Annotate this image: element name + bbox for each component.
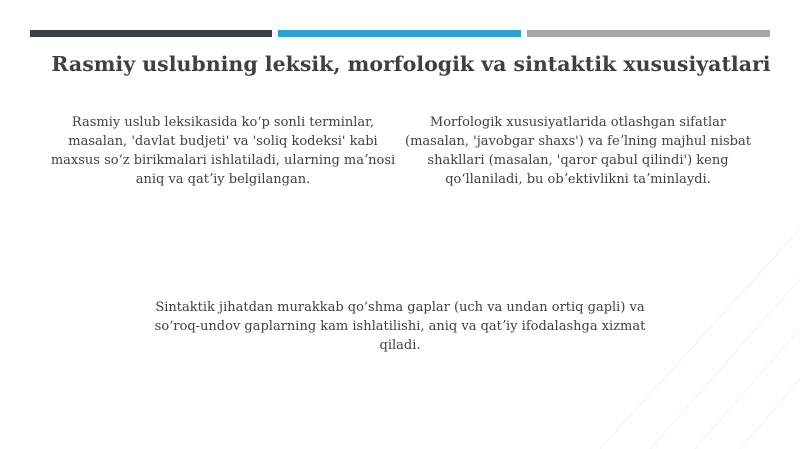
top-bar-blue	[278, 30, 521, 37]
lexical-paragraph: Rasmiy uslub leksikasida koʻp sonli terminlar, masalan, 'davlat budjeti' va 'soliq kodeksi' kabi maxsus soʻz birikmalari ishlatiladi, ularning maʼnosi aniq va qatʼiy belgilangan.	[50, 115, 396, 187]
syntactic-paragraph: Sintaktik jihatdan murakkab qoʻshma gaplar (uch va undan ortiq gapli) va soʻroq-undov gaplarning kam ishlatilishi, aniq va qatʼiy ifodalashga xizmat qiladi.	[154, 300, 646, 353]
decorative-diagonal-lines	[600, 189, 800, 449]
top-bar-gray	[527, 30, 770, 37]
top-bar-dark	[30, 30, 272, 37]
morphological-paragraph: Morfologik xususiyatlarida otlashgan sifatlar (masalan, 'javobgar shaxs') va feʼlning majhul nisbat shakllari (masalan, 'qaror qabul qilindi') keng qoʻllaniladi, bu obʼektivlikni taʼminlaydi.	[405, 115, 751, 187]
slide-title: Rasmiy uslubning leksik, morfologik va sintaktik xususiyatlari	[51, 52, 771, 76]
